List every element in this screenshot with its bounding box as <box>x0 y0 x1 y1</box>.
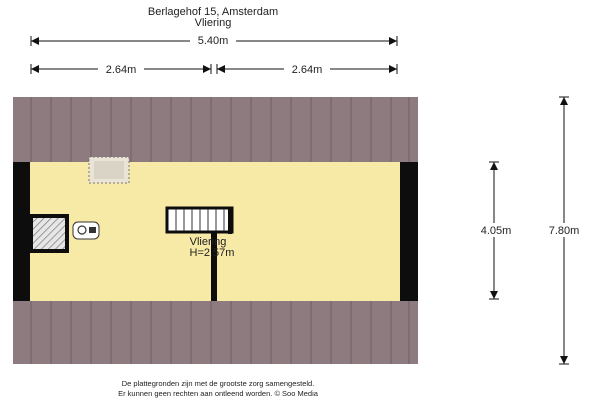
floor-title: Vliering <box>194 17 232 29</box>
address-title: Berlagehof 15, Amsterdam <box>147 6 279 18</box>
wall-left <box>13 162 30 301</box>
dimension-right-width-label: 2.64m <box>291 64 323 76</box>
wall-right <box>400 162 418 301</box>
dimension-inner-depth <box>472 162 518 299</box>
skylight <box>89 157 129 183</box>
dimension-right-width <box>217 61 397 76</box>
disclaimer-line-2: Er kunnen geen rechten aan ontleend worden. © Soo Media <box>118 389 318 398</box>
room-height: H=2.57m <box>189 247 235 259</box>
roof-bottom <box>13 301 418 364</box>
boiler-icon <box>73 222 99 239</box>
dimension-total-width <box>31 33 397 47</box>
dimension-total-width-label: 5.40m <box>197 35 229 47</box>
disclaimer-line-1: De plattegronden zijn met de grootste zorg samengesteld. <box>121 379 315 388</box>
dimension-inner-depth-label: 4.05m <box>480 225 512 237</box>
dimension-left-width <box>31 61 211 76</box>
dimension-total-depth <box>541 97 587 364</box>
dimension-left-width-label: 2.64m <box>105 64 137 76</box>
roof-top <box>13 97 418 162</box>
shaft <box>29 214 69 253</box>
dimension-total-depth-label: 7.80m <box>548 225 580 237</box>
staircase <box>167 208 232 234</box>
room-name: Vliering <box>189 236 227 248</box>
